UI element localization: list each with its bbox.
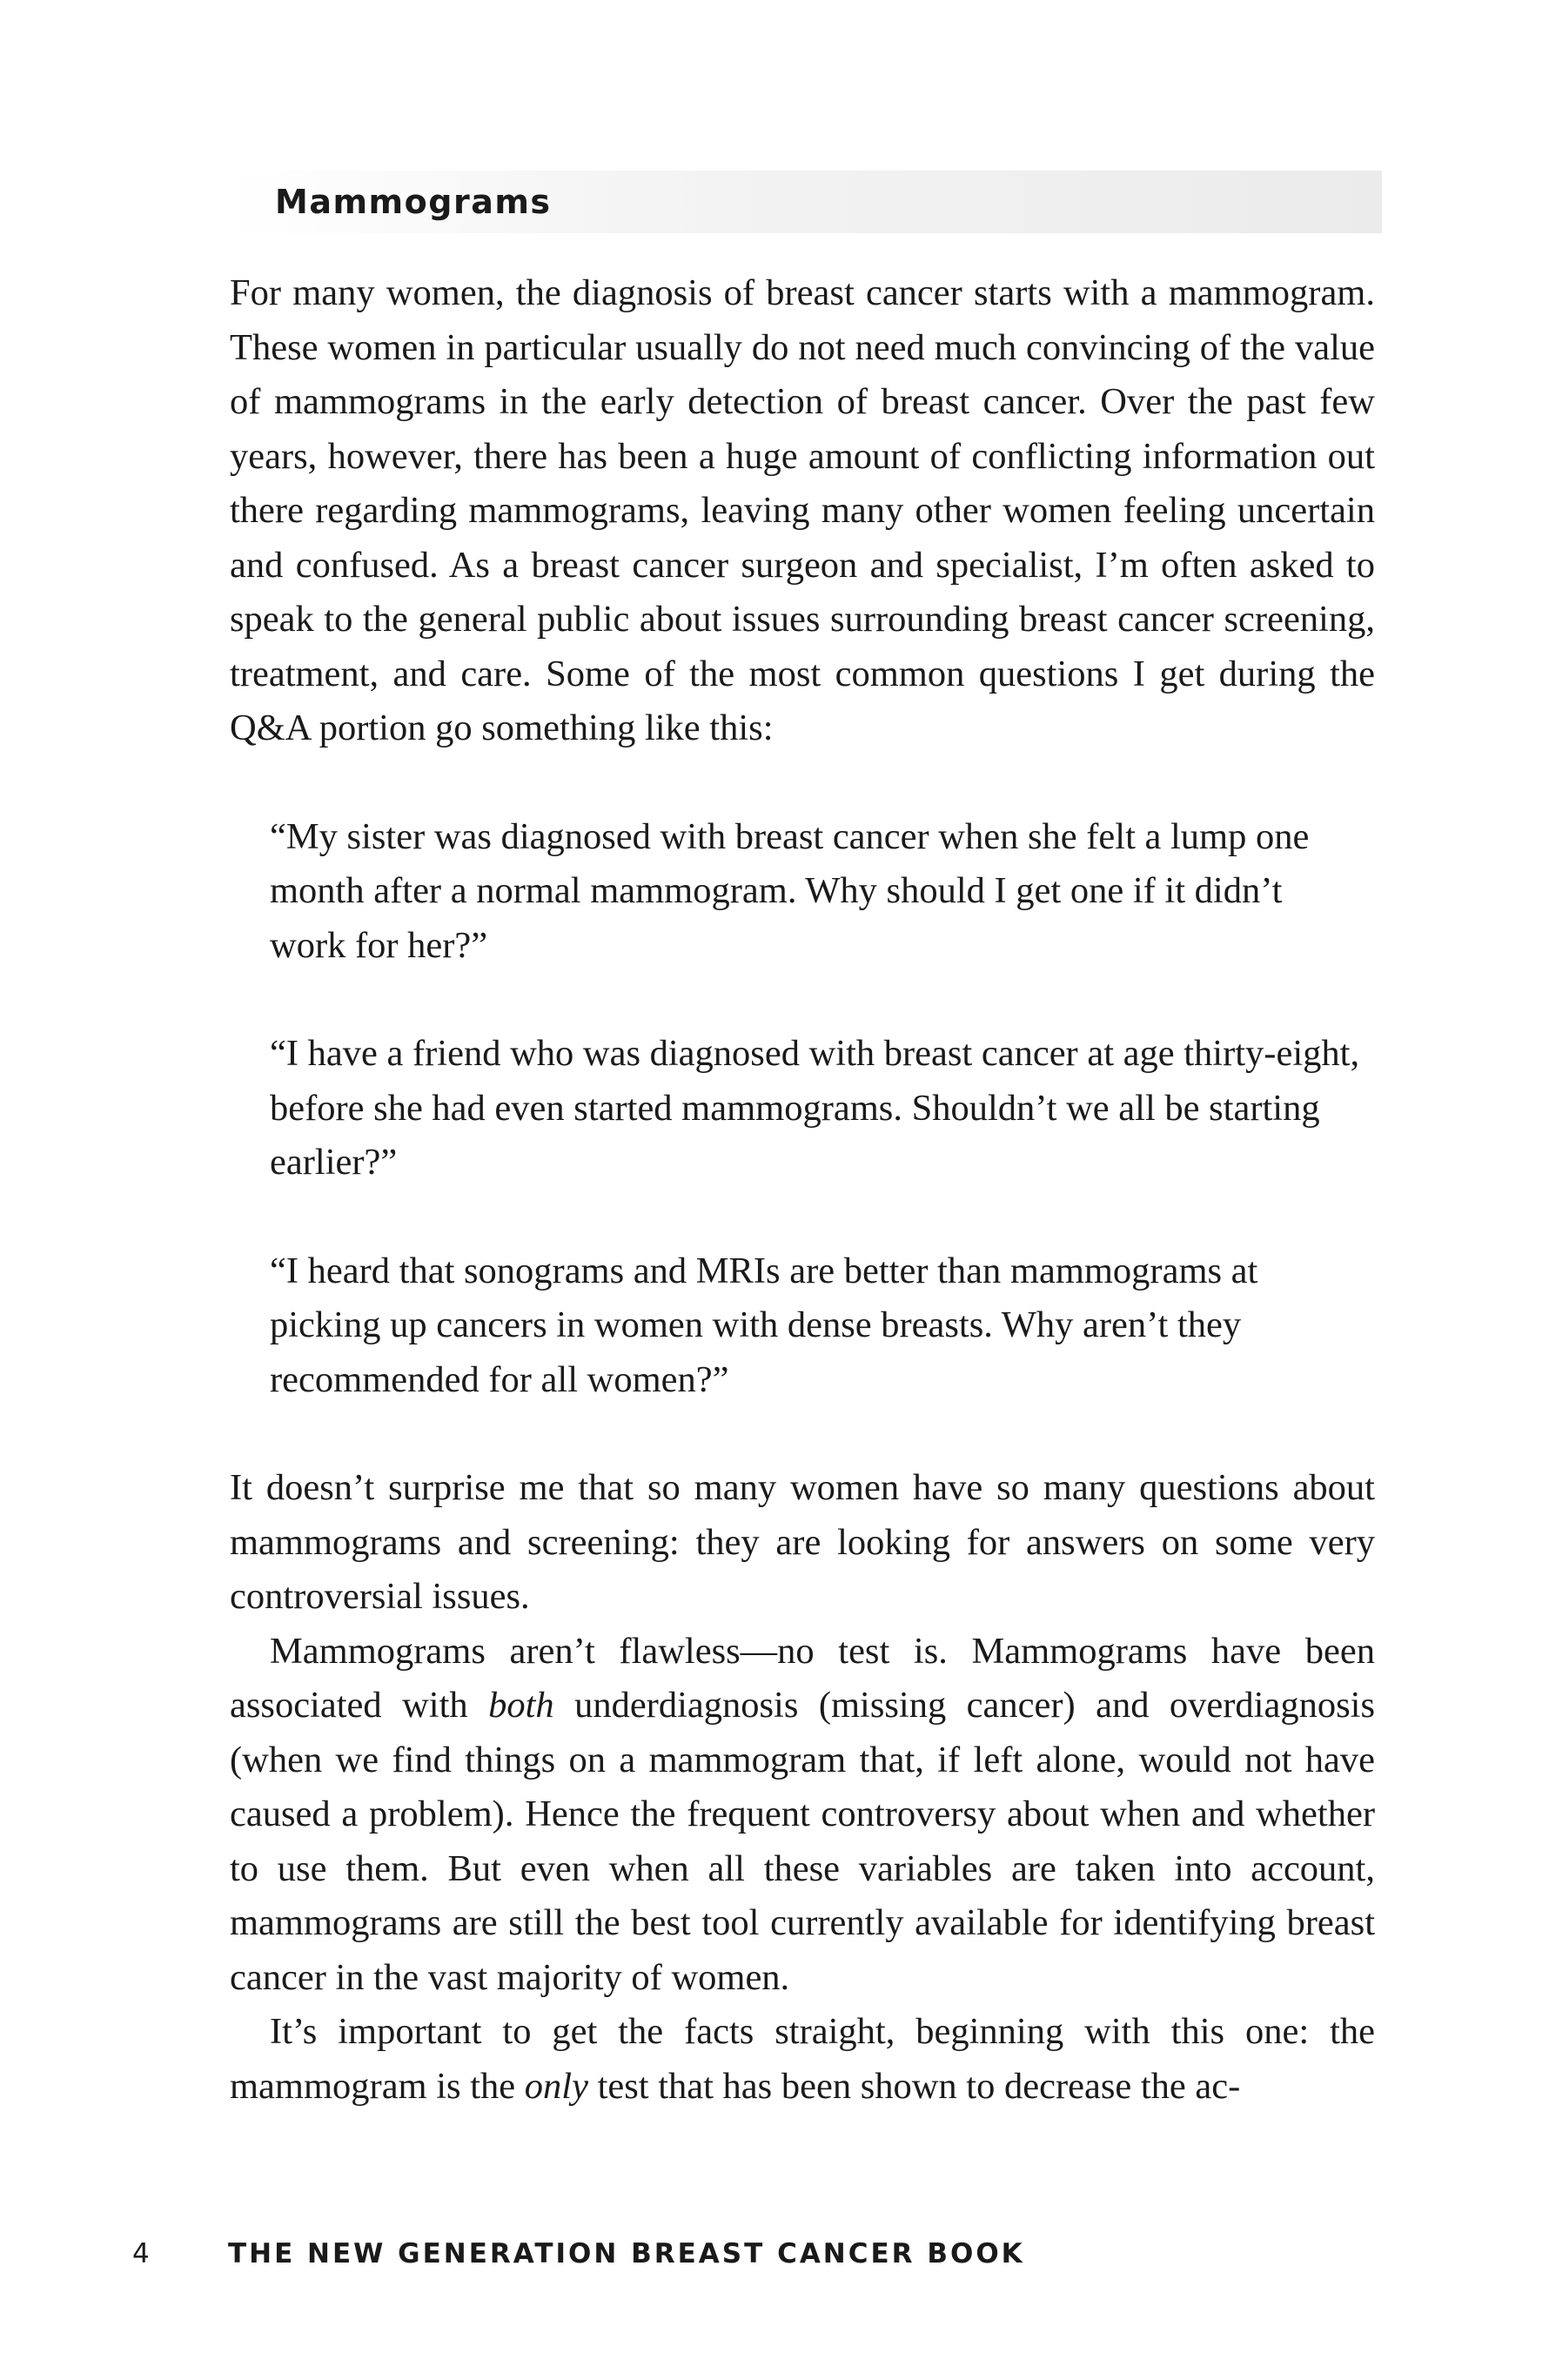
paragraph-facts-text-2: test that has been shown to decrease the ac- [587, 2065, 1241, 2107]
paragraph-flawless-text-1: Mammograms aren’t flawless—no test is. Mammograms have been associated with [230, 1630, 1375, 1726]
running-title: THE NEW GENERATION BREAST CANCER BOOK [228, 2238, 1025, 2269]
paragraph-surprise: It doesn’t surprise me that so many women have so many questions about mammograms and screening: they are looking for answers on some very controversial issues. [230, 1467, 1375, 1617]
paragraph-intro: For many women, the diagnosis of breast cancer starts with a mammogram. These women in particular usually do not need much convincing of the value of mammograms in the early detection of breast cancer. Over the past few years, however, there has been a huge amount of conflicting information out there regarding mammograms, leaving many other women feeling uncertain and confused. As a breast cancer surgeon and specialist, I’m often asked to speak to the general public about issues surrounding breast cancer screening, treatment, and care. Some of the most common questions I get during the Q&A portion go something like this: [230, 272, 1375, 748]
quote-friend: “I have a friend who was diagnosed with breast cancer at age thirty-eight, before she had even started mammograms. Shouldn’t we all be starting earlier?” [270, 1033, 1360, 1183]
paragraph-flawless [230, 1625, 1375, 2006]
paragraph-facts-text-1: It’s important to get the facts straight, beginning with this one: the mammogram is the [230, 2011, 1375, 2107]
paragraph-flawless-emphasis: both [488, 1685, 554, 1726]
body-text [230, 266, 1375, 2114]
paragraph-flawless-text-2: underdiagnosis (missing cancer) and overdiagnosis (when we find things on a mammogram that, if left alone, would not have caused a problem). Hence the frequent controversy about when and whether to use them. But even when all these variables are taken into account, mammograms are still the best tool currently available for identifying breast cancer in the vast majority of women. [230, 1685, 1375, 1998]
quote-sister: “My sister was diagnosed with breast cancer when she felt a lump one month after a normal mammogram. Why should I get one if it didn’t work for her?” [270, 815, 1310, 966]
paragraph-facts [230, 2005, 1375, 2114]
page-number: 4 [132, 2238, 150, 2269]
section-heading: Mammograms [275, 183, 552, 221]
quote-sonograms: “I heard that sonograms and MRIs are better than mammograms at picking up cancers in women with dense breasts. Why aren’t they recommended for all women?” [270, 1250, 1258, 1400]
paragraph-facts-emphasis: only [524, 2065, 588, 2107]
